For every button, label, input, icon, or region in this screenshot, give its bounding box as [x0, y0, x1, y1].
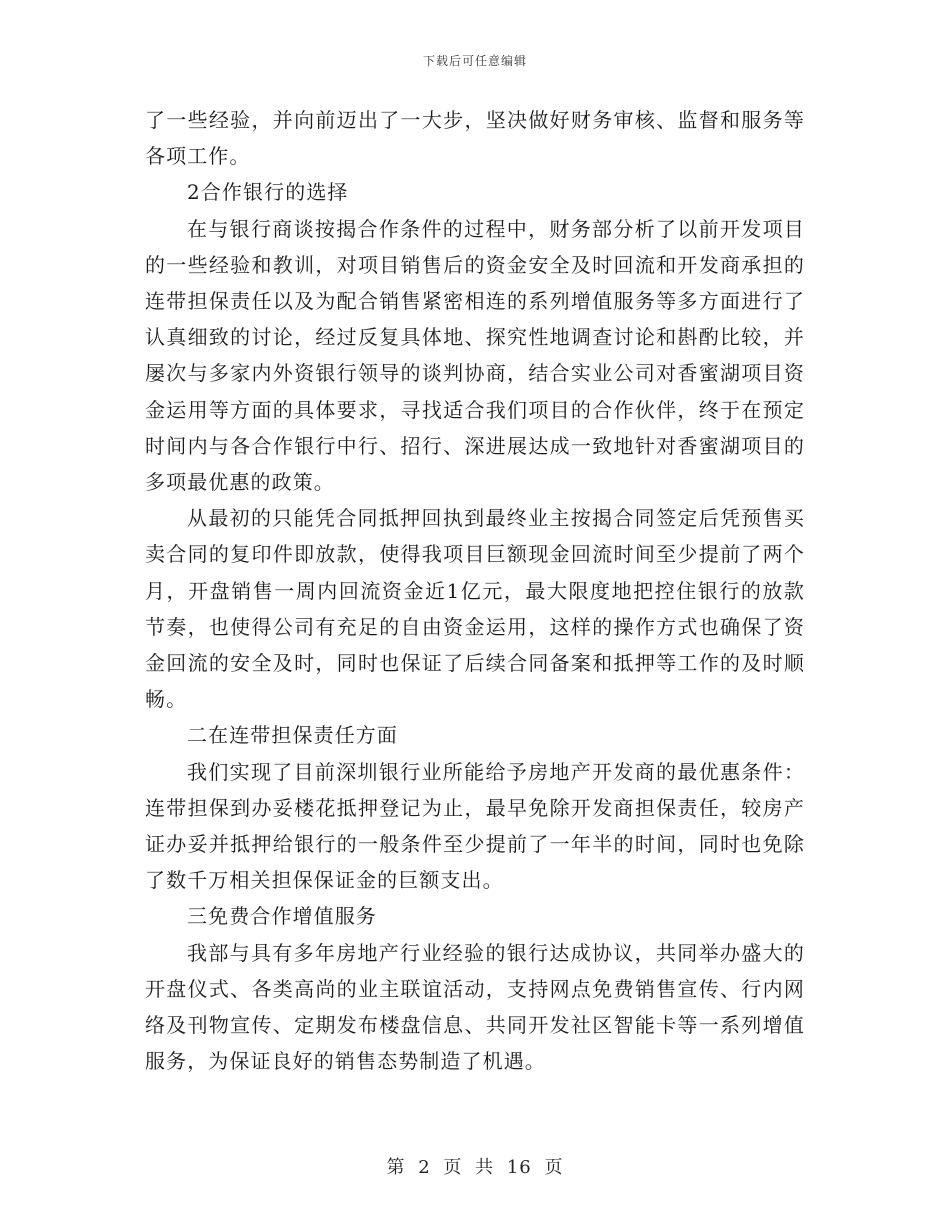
- paragraph-bank-negotiation: 在与银行商谈按揭合作条件的过程中，财务部分析了以前开发项目的一些经验和教训，对项目销售后的资金安全及时回流和开发商承担的连带担保责任以及为配合销售紧密相连的系列增值服务等多方面进行了认真细致的讨论，经过反复具体地、探究性地调查讨论和斟酌比较，并屡次与多家内外资银行领导的谈判协商，结合实业公司对香蜜湖项目资金运用等方面的具体要求，寻找适合我们项目的合作伙伴，终于在预定时间内与各合作银行中行、招行、深进展达成一致地针对香蜜湖项目的多项最优惠的政策。: [145, 216, 805, 495]
- section-heading-value-added: 三免费合作增值服务: [187, 904, 377, 929]
- paragraph-continuation: 了一些经验，并向前迈出了一大步，坚决做好财务审核、监督和服务等各项工作。: [145, 108, 805, 169]
- section-heading-guarantee: 二在连带担保责任方面: [187, 723, 398, 748]
- paragraph-fund-return: 从最初的只能凭合同抵押回执到最终业主按揭合同签定后凭预售买卖合同的复印件即放款，使得我项目巨额现金回流时间至少提前了两个月，开盘销售一周内回流资金近1亿元，最大限度地把控住银行的放款节奏，也使得公司有充足的自由资金运用，这样的操作方式也确保了资金回流的安全及时，同时也保证了后续合同备案和抵押等工作的及时顺畅。: [145, 506, 805, 712]
- page-header: 下载后可任意编辑: [422, 54, 527, 68]
- paragraph-value-added: 我部与具有多年房地产行业经验的银行达成协议，共同举办盛大的开盘仪式、各类高尚的业主联谊活动，支持网点免费销售宣传、行内网络及刊物宣传、定期发布楼盘信息、共同开发社区智能卡等一系列增值服务，为保证良好的销售态势制造了机遇。: [145, 940, 805, 1074]
- section-heading-bank-selection: 2合作银行的选择: [187, 180, 349, 205]
- document-body: [145, 102, 805, 1079]
- page-number-footer: 第 2 页 共 16 页: [386, 1157, 564, 1178]
- paragraph-guarantee: 我们实现了目前深圳银行业所能给予房地产开发商的最优惠条件：连带担保到办妥楼花抵押登记为止，最早免除开发商担保责任，较房产证办妥并抵押给银行的一般条件至少提前了一年半的时间，同时也免除了数千万相关担保保证金的巨额支出。: [145, 759, 805, 893]
